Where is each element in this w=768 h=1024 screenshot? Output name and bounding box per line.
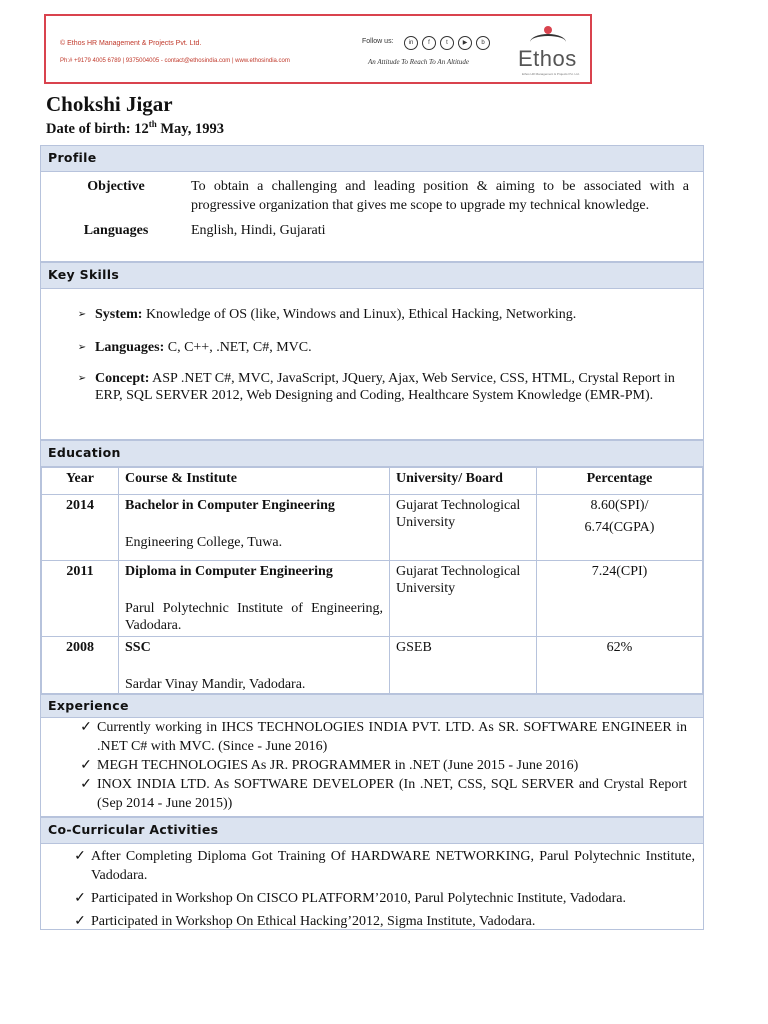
tagline: An Attitude To Reach To An Altitude — [368, 58, 469, 66]
activity-text: After Completing Diploma Got Training Of HARDWARE NETWORKING, Parul Polytechnic Institute, Vadodara. — [91, 849, 695, 883]
linkedin-icon[interactable]: in — [404, 36, 418, 50]
skill-label: Concept: — [95, 371, 150, 386]
skill-item — [69, 305, 679, 324]
arrow-bullet-icon: ➢ — [77, 342, 87, 353]
header-banner — [44, 14, 592, 84]
column-header: Year — [42, 468, 119, 495]
languages-row — [41, 221, 703, 240]
logo-subtext: Ethos HR Management & Projects Pvt. Ltd. — [522, 72, 580, 76]
board-cell: GSEB — [390, 637, 537, 697]
experience-text: MEGH TECHNOLOGIES As JR. PROGRAMMER in .NET (June 2015 - June 2016) — [97, 758, 579, 773]
institute-name: Sardar Vinay Mandir, Vadodara. — [125, 677, 306, 692]
experience-item — [75, 718, 687, 756]
course-cell — [119, 561, 390, 637]
education-section — [40, 440, 704, 694]
activity-item — [69, 912, 695, 931]
percentage-cell — [537, 495, 703, 561]
section-title: Profile — [41, 146, 703, 172]
skill-text: ASP .NET C#, MVC, JavaScript, JQuery, Ajax, Web Service, CSS, HTML, Crystal Report in ERP, SQL SERVER 2012, Web Designing and Coding, Healthcare System Knowledge (EMR-PM). — [95, 371, 675, 403]
blog-icon[interactable]: b — [476, 36, 490, 50]
percentage-cell: 7.24(CPI) — [537, 561, 703, 637]
column-header: University/ Board — [390, 468, 537, 495]
skill-label: System: — [95, 307, 143, 322]
contact-line: Ph:# +9179 4005 6789 | 9375004005 - contact@ethosindia.com | www.ethosindia.com — [60, 58, 290, 64]
board-cell: Gujarat Technological University — [390, 495, 537, 561]
languages-label: Languages — [83, 223, 149, 238]
objective-row — [41, 177, 703, 215]
checkmark-icon: ✓ — [74, 891, 86, 906]
experience-item — [75, 775, 687, 813]
dob-sup: th — [148, 119, 157, 129]
education-table — [41, 467, 703, 697]
facebook-icon[interactable]: f — [422, 36, 436, 50]
table-row — [42, 561, 703, 637]
activity-text: Participated in Workshop On CISCO PLATFORM’2010, Parul Polytechnic Institute, Vadodara. — [91, 891, 626, 906]
follow-label: Follow us: — [362, 38, 394, 45]
table-header-row — [42, 468, 703, 495]
activity-text: Participated in Workshop On Ethical Hacking’2012, Sigma Institute, Vadodara. — [91, 914, 536, 929]
board-cell: Gujarat Technological University — [390, 561, 537, 637]
year-cell: 2014 — [42, 495, 119, 561]
logo-text: Ethos — [518, 46, 577, 71]
activities-section — [40, 817, 704, 930]
percentage-value: 6.74(CGPA) — [584, 520, 655, 535]
company-line: © Ethos HR Management & Projects Pvt. Ltd. — [60, 40, 202, 47]
languages-text: English, Hindi, Gujarati — [191, 223, 326, 238]
experience-text: Currently working in IHCS TECHNOLOGIES INDIA PVT. LTD. As SR. SOFTWARE ENGINEER in .NET C# with MVC. (Since - June 2016) — [97, 720, 687, 754]
skill-label: Languages: — [95, 340, 165, 355]
institute-name: Parul Polytechnic Institute of Engineering, Vadodara. — [125, 601, 383, 633]
dob-suffix: May, 1993 — [156, 120, 224, 137]
youtube-icon[interactable]: ▶ — [458, 36, 472, 50]
experience-text: INOX INDIA LTD. As SOFTWARE DEVELOPER (In .NET, CSS, SQL SERVER and Crystal Report (Sep 2014 - June 2015)) — [97, 777, 687, 811]
table-row — [42, 637, 703, 697]
table-row — [42, 495, 703, 561]
arrow-bullet-icon: ➢ — [77, 309, 87, 320]
year-cell: 2011 — [42, 561, 119, 637]
course-name: Bachelor in Computer Engineering — [125, 498, 335, 513]
course-name: SSC — [125, 640, 151, 655]
experience-section — [40, 694, 704, 817]
date-of-birth — [46, 119, 224, 138]
section-title: Key Skills — [41, 263, 703, 289]
objective-text: To obtain a challenging and leading position & aiming to be associated with a progressive organization that gives me scope to upgrade my technical knowledge. — [191, 179, 689, 213]
key-skills-section — [40, 262, 704, 440]
ethos-logo — [516, 24, 586, 78]
checkmark-icon: ✓ — [80, 758, 92, 773]
experience-item — [75, 756, 687, 775]
skill-item — [69, 338, 679, 357]
candidate-name: Chokshi Jigar — [46, 92, 173, 116]
column-header: Percentage — [537, 468, 703, 495]
profile-section — [40, 145, 704, 262]
skill-text: C, C++, .NET, C#, MVC. — [164, 340, 312, 355]
skill-item — [69, 371, 679, 404]
section-title: Co-Curricular Activities — [41, 818, 703, 844]
column-header: Course & Institute — [119, 468, 390, 495]
twitter-icon[interactable]: t — [440, 36, 454, 50]
social-icons — [404, 36, 490, 50]
course-cell — [119, 637, 390, 697]
dob-prefix: Date of birth: 12 — [46, 120, 149, 137]
institute-name: Engineering College, Tuwa. — [125, 535, 283, 550]
checkmark-icon: ✓ — [74, 914, 86, 929]
course-cell — [119, 495, 390, 561]
skill-text: Knowledge of OS (like, Windows and Linux), Ethical Hacking, Networking. — [142, 307, 577, 322]
percentage-cell: 62% — [537, 637, 703, 697]
logo-dot-icon — [544, 26, 552, 34]
year-cell: 2008 — [42, 637, 119, 697]
arrow-bullet-icon: ➢ — [77, 373, 87, 384]
activity-item — [69, 889, 695, 908]
section-title: Education — [41, 441, 703, 467]
percentage-value: 8.60(SPI)/ — [590, 498, 649, 513]
checkmark-icon: ✓ — [74, 849, 86, 864]
objective-label: Objective — [87, 179, 145, 194]
checkmark-icon: ✓ — [80, 720, 92, 735]
activity-item — [69, 847, 695, 885]
course-name: Diploma in Computer Engineering — [125, 564, 333, 579]
checkmark-icon: ✓ — [80, 777, 92, 792]
section-title: Experience — [41, 695, 703, 718]
